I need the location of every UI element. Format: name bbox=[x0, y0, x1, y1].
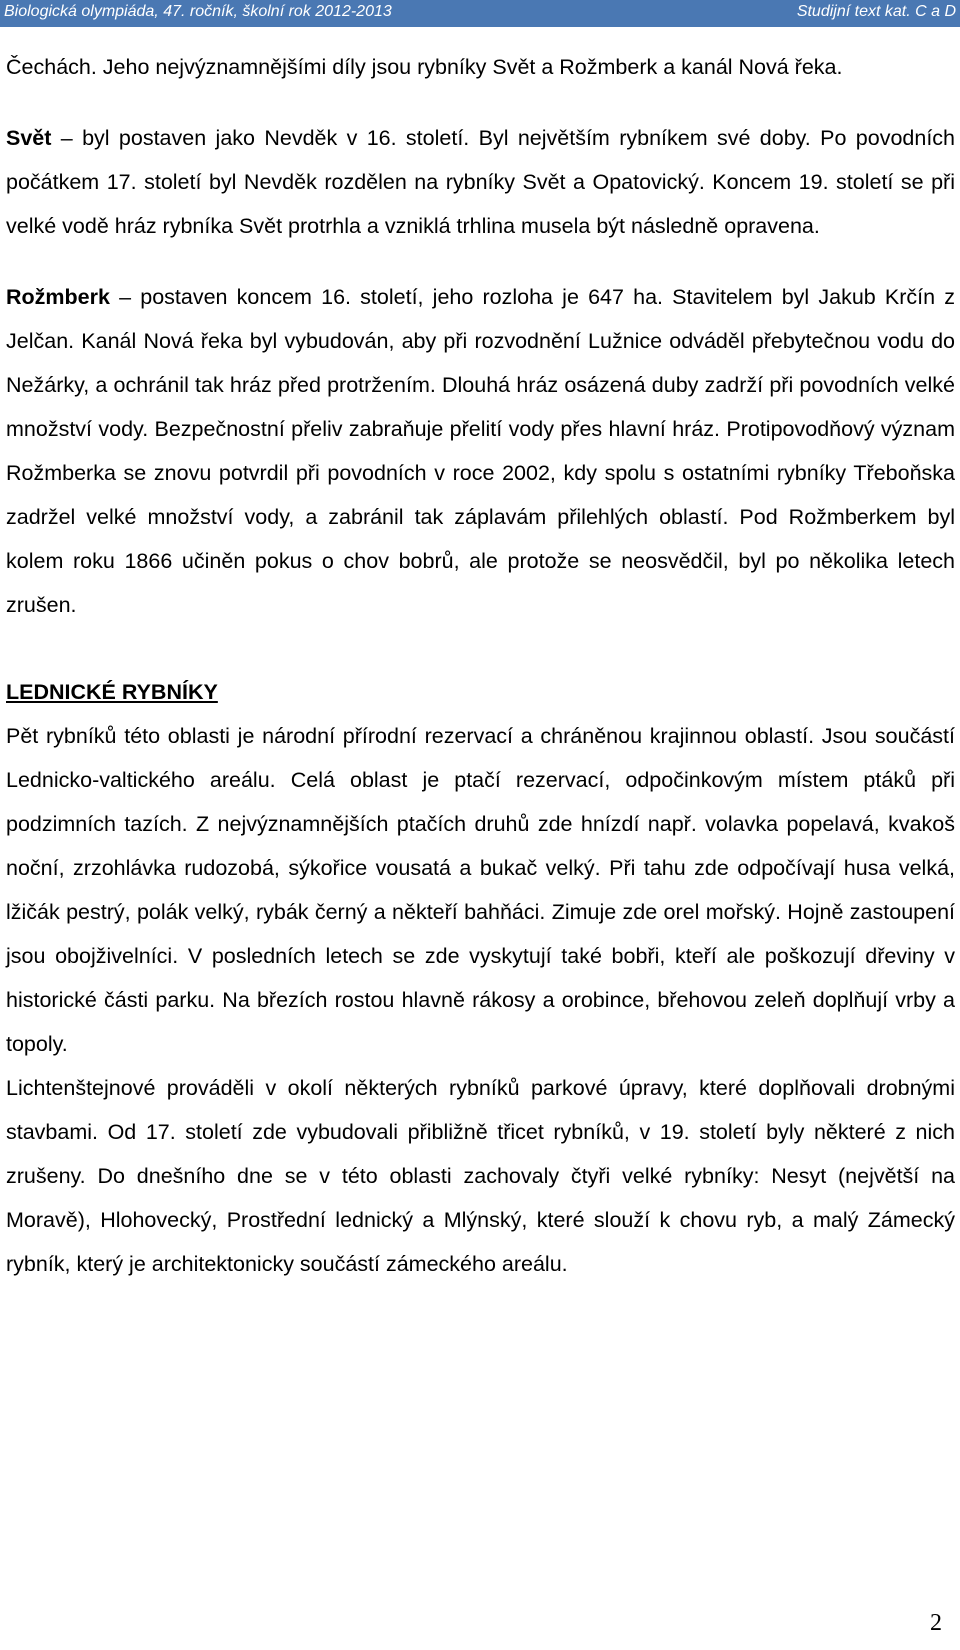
header-subtitle: Studijní text kat. C a D bbox=[796, 3, 956, 20]
paragraph-rozmberk bbox=[6, 275, 955, 627]
term-rozmberk: Rožmberk bbox=[6, 285, 110, 309]
paragraph-intro: Čechách. Jeho nejvýznamnějšími díly jsou rybníky Svět a Rožmberk a kanál Nová řeka. bbox=[6, 55, 843, 79]
section-paragraph-2: Lichtenštejnové prováděli v okolí některých rybníků parkové úpravy, které doplňovali drobnými stavbami. Od 17. století zde vybudovali přibližně třicet rybníků, v 19. století byly některé z nich zrušeny. Do dnešního dne se v této oblasti zachovaly čtyři velké rybníky: Nesyt (největší na Moravě), Hlohovecký, Prostřední lednický a Mlýnský, které slouží k chovu ryb, a malý Zámecký rybník, který je architektonicky součástí zámeckého areálu. bbox=[6, 1076, 955, 1276]
paragraph-svet-text: – byl postaven jako Nevděk v 16. století. Byl největším rybníkem své doby. Po povodních počátkem 17. století byl Nevděk rozdělen na rybníky Svět a Opatovický. Koncem 19. století se při velké vodě hráz rybníka Svět protrhla a vzniklá trhlina musela být následně opravena. bbox=[6, 126, 955, 238]
section-heading: LEDNICKÉ RYBNÍKY bbox=[6, 680, 218, 704]
paragraph-svet bbox=[6, 116, 955, 248]
page-number: 2 bbox=[930, 1610, 942, 1636]
document-body bbox=[6, 45, 955, 1286]
paragraph-rozmberk-text: – postaven koncem 16. století, jeho rozloha je 647 ha. Stavitelem byl Jakub Krčín z Jelčan. Kanál Nová řeka byl vybudován, aby při rozvodnění Lužnice odváděl přebytečnou vodu do Nežárky, a ochránil tak hráz před protržením. Dlouhá hráz osázená duby zadrží při povodních velké množství vody. Bezpečnostní přeliv zabraňuje přelití vody přes hlavní hráz. Protipovodňový význam Rožmberka se znovu potvrdil při povodních v roce 2002, kdy spolu s ostatními rybníky Třeboňska zadržel velké množství vody, a zabránil tak záplavám přilehlých oblastí. Pod Rožmberkem byl kolem roku 1866 učiněn pokus o chov bobrů, ale protože se neosvědčil, byl po několika letech zrušen. bbox=[6, 285, 955, 617]
header-title: Biologická olympiáda, 47. ročník, školní rok 2012-2013 bbox=[4, 3, 392, 20]
section-paragraph-1: Pět rybníků této oblasti je národní přírodní rezervací a chráněnou krajinnou oblastí. Jsou součástí Lednicko-valtického areálu. Celá oblast je ptačí rezervací, odpočinkovým místem ptáků při podzimních tazích. Z nejvýznamnějších ptačích druhů zde hnízdí např. volavka popelavá, kvakoš noční, zrzohlávka rudozobá, sýkořice vousatá a bukač velký. Při tahu zde odpočívají husa velká, lžičák pestrý, polák velký, rybák černý a někteří bahňáci. Zimuje zde orel mořský. Hojně zastoupení jsou obojživelníci. V posledních letech se zde vyskytují také bobři, kteří ale poškozují dřeviny v historické části parku. Na březích rostou hlavně rákosy a orobince, břehovou zeleň doplňují vrby a topoly. bbox=[6, 724, 955, 1056]
term-svet: Svět bbox=[6, 126, 52, 150]
running-header bbox=[0, 0, 960, 27]
